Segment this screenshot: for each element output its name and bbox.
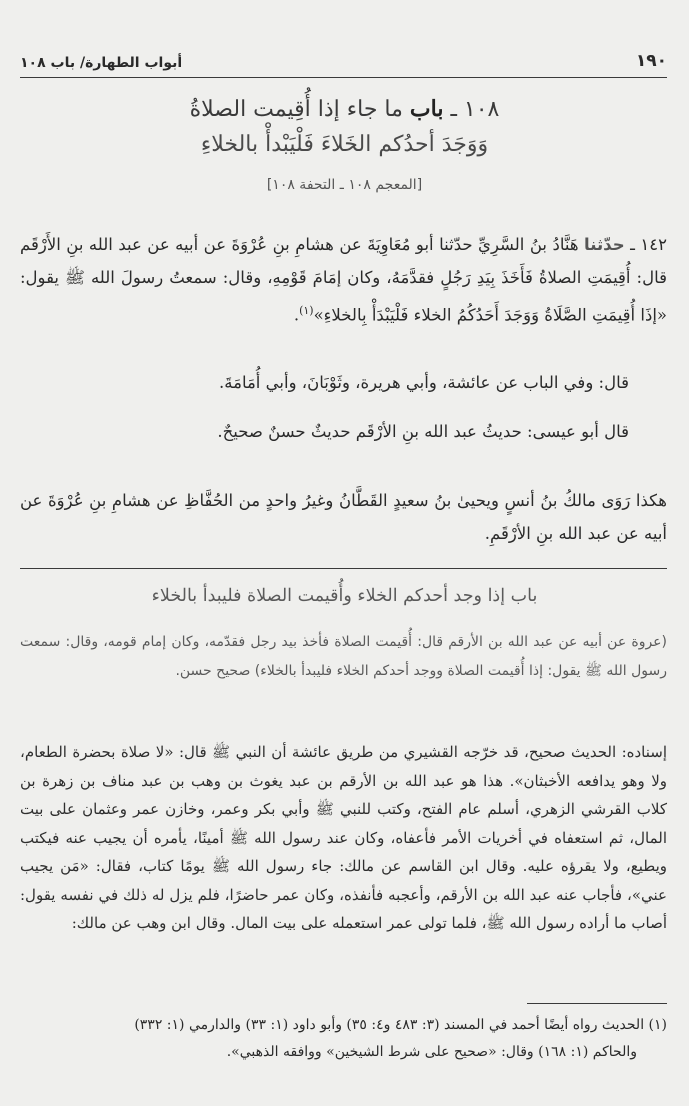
hadith-paragraph: ١٤٢ ـ حدّثنا هَنَّادُ بنُ السَّرِيِّ حدّثنا أبو مُعَاوِيَةَ عن هشامِ بنِ عُرْوَةَ عن أبيه عن عبد الله بنِ الأَرْقَم قال: أُقِيمَتِ الصلاةُ فَأَخَذَ بِيَدِ رَجُلٍ فقدَّمَهُ، وكان إمَامَ قَوْمِهِ، وقال: سمعتُ رسولَ الله ﷺ يقول: «إذَا أُقِيمَتِ الصَّلَاةُ وَوَجَدَ أَحَدُكُمُ الخلاء فَلْيَبْدَأْ بِالخلاءِ»$^{(١)}$.	[20, 235, 667, 325]
hakadha-paragraph: هكذا رَوَى مالكُ بنُ أنسٍ ويحيىٰ بنُ سعيدٍ القَطَّانُ وغيرُ واحدٍ من الحُفَّاظِ عن هشامِ بنِ عُرْوَةَ عن أبيه عن عبد الله بنِ الأرْقَمِ.	[20, 491, 667, 543]
commentary-isnad: إسناده: الحديث صحيح، قد خرّجه القشيري من طريق عائشة أن النبي ﷺ قال: «لا صلاة بحضرة الطعام، ولا وهو يدافعه الأخبثان». هذا هو عبد الله بن الأرقم بن عبد يغوث بن وهب بن عبد مناف بن زهرة بن كلاب القرشي الزهري، أسلم عام الفتح، وكتب للنبي ﷺ وأبي بكر وعمر، وخازن عمر وعثمان على بيت المال، ثم استعفاه في أخريات الأمر فأعفاه، وكان عند رسول الله ﷺ أمينًا، يأمره أن يجيب عنه فيكتب ويطيع، ولا يقرؤه عليه. وقال ابن القاسم عن مالك: جاء رسول الله ﷺ يومًا كتاب، فقال: «مَن يجيب عني»، فأجاب عنه عبد الله بن الأرقم، وأعجبه فأنفذه، وكان عمر حاضرًا، فلم يزل له ذلك في نفسه يقول: أصاب ما أراده رسول الله ﷺ، فلما تولى عمر استعمله على بيت المال. وقال ابن وهب عن مالك:	[20, 743, 667, 932]
chapter-title-line2: وَوَجَدَ أحدُكم الخَلاءَ فَلْيَبْدأْ بالخلاءِ	[200, 132, 489, 157]
chapter-title-text: ما جاء إذا أُقِيمت الصلاةُ	[189, 97, 403, 122]
footnote-marker: (١)	[299, 304, 314, 317]
footnote-line1: (١) الحديث رواه أيضًا أحمد في المسند (٣: ٤٨٣ و٤: ٣٥) وأبو داود (١: ٣٣) والدارمي (١: ٣٣٢)	[134, 1017, 667, 1033]
hadith-number: ١٤٢ ـ	[630, 235, 667, 254]
chapter-heading	[20, 92, 669, 193]
running-header	[20, 48, 667, 78]
footnote-divider	[527, 1003, 667, 1004]
chapter-title-line1	[20, 92, 669, 127]
section-divider	[20, 568, 667, 569]
commentary-matn: (عروة عن أبيه عن عبد الله بن الأرقم قال: أُقيمت الصلاة فأخذ بيد رجل فقدّمه، وكان إمام قومه، وقال: سمعت رسول الله ﷺ يقول: إذا أُقيمت الصلاة ووجد أحدكم الخلاء فليبدأ بالخلاء) صحيح حسن.	[20, 634, 667, 679]
hadith-text: هَنَّادُ بنُ السَّرِيِّ حدّثنا أبو مُعَاوِيَةَ عن هشامِ بنِ عُرْوَةَ عن أبيه عن عبد الله بنِ الأَرْقَم قال: أُقِيمَتِ الصلاةُ فَأَخَذَ بِيَدِ رَجُلٍ فقدَّمَهُ، وكان إمَامَ قَوْمِهِ، وقال: سمعتُ رسولَ الله ﷺ يقول: «إذَا أُقِيمَتِ الصَّلَاةُ وَوَجَدَ أَحَدُكُمُ الخلاء فَلْيَبْدَأْ بِالخلاءِ»	[20, 235, 667, 325]
chapter-bab-word: باب	[409, 96, 444, 122]
footnote	[20, 1012, 667, 1066]
abu-isa-paragraph: قال أبو عيسى: حديثُ عبد الله بنِ الأرْقَم حديثٌ حسنٌ صحيحٌ.	[217, 422, 629, 441]
footnote-line2: والحاكم (١: ١٦٨) وقال: «صحيح على شرط الشيخين» ووافقه الذهبي».	[226, 1044, 637, 1060]
commentary-title: باب إذا وجد أحدكم الخلاء وأُقيمت الصلاة فليبدأ بالخلاء	[151, 586, 538, 606]
running-section-title: أبواب الطهارة/ باب ١٠٨	[20, 55, 183, 71]
hadith-hadathana: حدّثنا	[584, 235, 625, 254]
chapter-number: ١٠٨ ـ	[450, 97, 500, 122]
page-number: ١٩٠	[635, 51, 667, 71]
chapter-reference: [المعجم ١٠٨ ـ التحفة ١٠٨]	[266, 177, 423, 193]
qala-bab-paragraph: قال: وفي الباب عن عائشة، وأبي هريرة، وثَوْبَانَ، وأبي أُمَامَةَ.	[219, 373, 629, 392]
